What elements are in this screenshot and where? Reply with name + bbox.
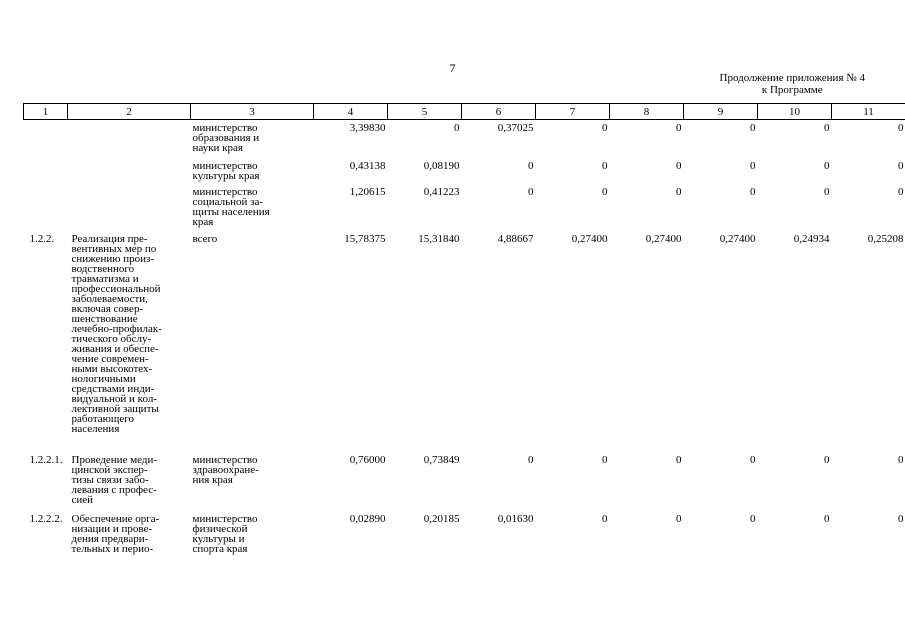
value-cell: 0	[750, 122, 756, 134]
table-row	[24, 514, 905, 564]
value-cell: 0,24934	[793, 233, 830, 245]
header-row	[24, 104, 905, 120]
value-cell: 0	[824, 513, 830, 525]
value-cell: 0	[898, 513, 904, 525]
value-cell: 15,78375	[344, 233, 386, 245]
row-code: 1.2.2.1.	[29, 454, 63, 466]
row-executor	[191, 455, 314, 514]
cell-line: снижению произ-	[71, 253, 155, 265]
header-cell: 2	[68, 104, 191, 120]
cell-line: культуры и	[192, 533, 245, 545]
value-cell: 0,25208	[867, 233, 904, 245]
value-cell: 15,31840	[418, 233, 460, 245]
header-cell: 3	[191, 104, 314, 120]
cell-line: лективной защиты	[71, 403, 159, 415]
value-cell: 0	[676, 513, 682, 525]
cell-line: Реализация пре-	[71, 233, 148, 245]
value-cell: 0,27400	[645, 233, 682, 245]
table-row	[24, 120, 905, 162]
row-activity-name	[68, 514, 191, 564]
row-executor	[191, 514, 314, 564]
value-cell: 0	[676, 160, 682, 172]
appendix-caption	[720, 72, 865, 96]
cell-line: тизы связи забо-	[71, 474, 149, 486]
row-activity-name	[68, 161, 191, 187]
table-body	[24, 120, 905, 565]
value-cell: 0,08190	[423, 160, 460, 172]
cell-line: министерство	[192, 454, 258, 466]
value-cell: 0	[454, 122, 460, 134]
cell-line: Обеспечение орга-	[71, 513, 160, 525]
cell-line: нологичными	[71, 373, 136, 385]
cell-line: культуры края	[192, 170, 260, 182]
value-cell: 0	[750, 513, 756, 525]
row-executor	[191, 161, 314, 187]
value-cell: 0,76000	[349, 454, 386, 466]
cell-line: Проведение меди-	[71, 454, 158, 466]
table-row	[24, 161, 905, 187]
value-cell: 0,41223	[423, 186, 460, 198]
value-cell: 0	[676, 454, 682, 466]
caption-line-2: к Программе	[761, 84, 823, 96]
cell-line: цинской экспер-	[71, 464, 148, 476]
cell-line: шенствование	[71, 313, 138, 325]
cell-line: работающего	[71, 413, 134, 425]
cell-line: науки края	[192, 142, 243, 154]
cell-line: ния края	[192, 474, 233, 486]
row-activity-name	[68, 120, 191, 162]
cell-line: министерство	[192, 122, 258, 134]
value-cell: 0,43138	[349, 160, 386, 172]
value-cell: 0	[898, 160, 904, 172]
cell-line: министерство	[192, 186, 258, 198]
row-executor	[191, 120, 314, 162]
row-code	[24, 120, 68, 162]
row-code	[24, 161, 68, 187]
header-cell: 5	[388, 104, 462, 120]
header-cell: 9	[684, 104, 758, 120]
row-code	[24, 187, 68, 234]
header-cell: 4	[314, 104, 388, 120]
cell-line: средствами инди-	[71, 383, 155, 395]
cell-line: травматизма и	[71, 273, 139, 285]
cell-line: спорта края	[192, 543, 248, 555]
caption-line-1: Продолжение приложения № 4	[719, 72, 865, 84]
value-cell: 0,27400	[571, 233, 608, 245]
cell-line: тического обслу-	[71, 333, 152, 345]
cell-line: всего	[192, 233, 218, 245]
cell-line: заболеваемости,	[71, 293, 148, 305]
value-cell: 0	[824, 186, 830, 198]
cell-line: профессиональной	[71, 283, 161, 295]
cell-line: министерство	[192, 160, 258, 172]
value-cell: 0	[602, 186, 608, 198]
header-cell: 6	[462, 104, 536, 120]
value-cell: 0	[602, 122, 608, 134]
value-cell: 0	[824, 160, 830, 172]
value-cell: 0	[750, 186, 756, 198]
value-cell: 0	[602, 454, 608, 466]
value-cell: 0	[528, 186, 534, 198]
cell-line: левания с профес-	[71, 484, 157, 496]
row-activity-name	[68, 234, 191, 455]
value-cell: 0,01630	[497, 513, 534, 525]
header-cell: 7	[536, 104, 610, 120]
value-cell: 0	[676, 122, 682, 134]
cell-line: населения	[71, 423, 120, 435]
value-cell: 0,20185	[423, 513, 460, 525]
cell-line: министерство	[192, 513, 258, 525]
cell-line: включая совер-	[71, 303, 144, 315]
cell-line: социальной за-	[192, 196, 264, 208]
cell-line: тельных и перио-	[71, 543, 154, 555]
cell-line: низации и прове-	[71, 523, 153, 535]
program-table	[23, 103, 905, 564]
cell-line: физической	[192, 523, 248, 535]
value-cell: 1,20615	[349, 186, 386, 198]
cell-line: образования и	[192, 132, 260, 144]
value-cell: 0	[602, 513, 608, 525]
header-cell: 11	[832, 104, 905, 120]
value-cell: 0	[824, 454, 830, 466]
value-cell: 4,88667	[497, 233, 534, 245]
value-cell: 0	[750, 160, 756, 172]
header-cell: 10	[758, 104, 832, 120]
cell-line: сией	[71, 494, 94, 506]
table-row	[24, 455, 905, 514]
row-code: 1.2.2.	[29, 233, 55, 245]
header-cell: 1	[24, 104, 68, 120]
cell-line: щиты населения	[192, 206, 270, 218]
value-cell: 0	[824, 122, 830, 134]
cell-line: здравоохране-	[192, 464, 259, 476]
value-cell: 0,37025	[497, 122, 534, 134]
cell-line: чение современ-	[71, 353, 149, 365]
row-code: 1.2.2.2.	[29, 513, 63, 525]
value-cell: 0	[528, 160, 534, 172]
cell-line: лечебно-профилак-	[71, 323, 162, 335]
value-cell: 0	[898, 186, 904, 198]
row-activity-name	[68, 187, 191, 234]
value-cell: 0	[676, 186, 682, 198]
value-cell: 0,73849	[423, 454, 460, 466]
table-row	[24, 187, 905, 234]
value-cell: 0	[750, 454, 756, 466]
value-cell: 0,27400	[719, 233, 756, 245]
cell-line: дения предвари-	[71, 533, 149, 545]
value-cell: 0	[528, 454, 534, 466]
row-executor	[191, 234, 314, 455]
row-activity-name	[68, 455, 191, 514]
cell-line: края	[192, 216, 214, 228]
page-number: 7	[449, 61, 456, 75]
value-cell: 0,02890	[349, 513, 386, 525]
cell-line: видуальной и кол-	[71, 393, 157, 405]
row-executor	[191, 187, 314, 234]
cell-line: живания и обеспе-	[71, 343, 159, 355]
cell-line: водственного	[71, 263, 135, 275]
value-cell: 0	[898, 122, 904, 134]
value-cell: 3,39830	[349, 122, 386, 134]
value-cell: 0	[898, 454, 904, 466]
cell-line: ными высокотех-	[71, 363, 153, 375]
cell-line: вентивных мер по	[71, 243, 157, 255]
value-cell: 0	[602, 160, 608, 172]
header-cell: 8	[610, 104, 684, 120]
table-row	[24, 234, 905, 455]
